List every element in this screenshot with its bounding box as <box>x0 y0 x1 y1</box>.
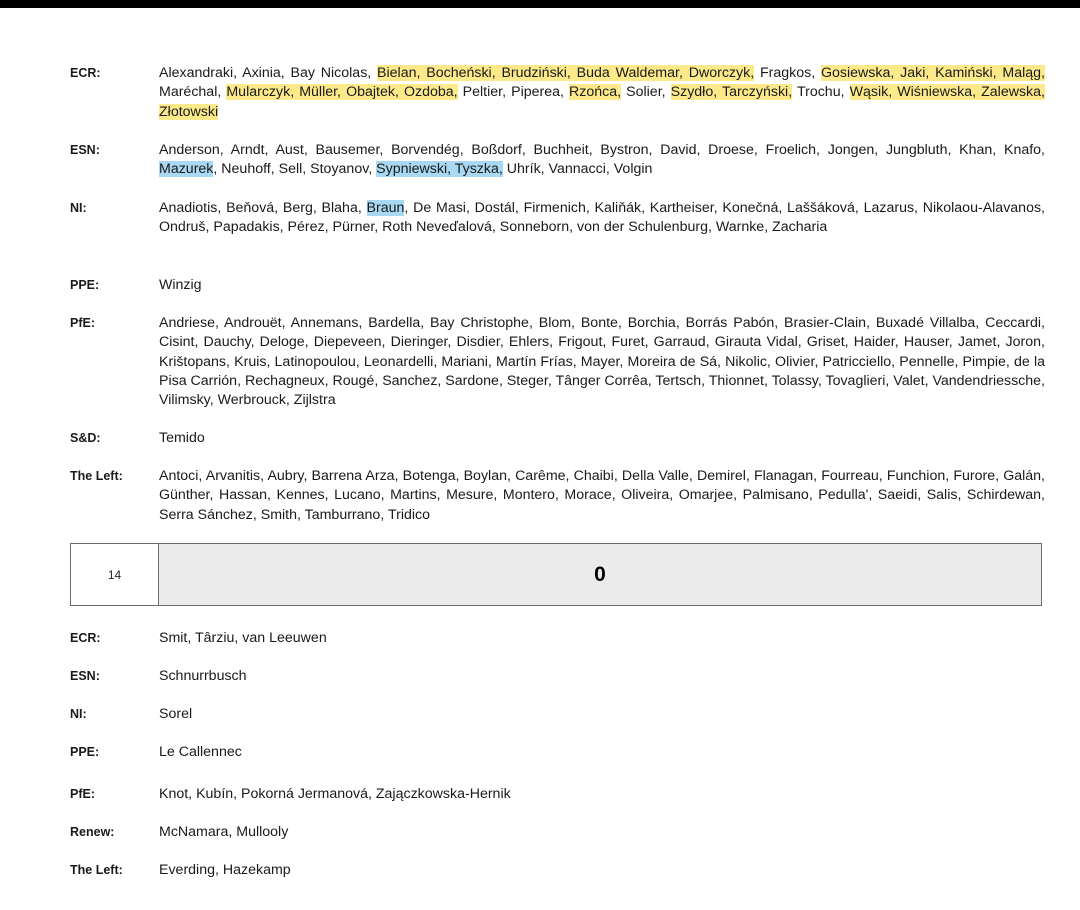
group-label: Renew: <box>70 825 115 839</box>
member-names: Uhrík, Vannacci, Volgin <box>502 161 653 178</box>
member-list: Knot, Kubín, Pokorná Jermanová, Zajączkowska-Hernik <box>159 786 511 802</box>
lower-row-ni <box>70 705 1045 724</box>
group-label: The Left: <box>70 863 123 877</box>
highlighted-names-yellow: Rzońca, <box>569 84 622 101</box>
highlighted-names-yellow: Bielan, Bocheński, Brudziński, Buda Waldemar, Dworczyk, <box>377 65 755 81</box>
member-list: Smit, Târziu, van Leeuwen <box>159 630 327 646</box>
member-names: , De Masi, Dostál, Firmenich, Kaliňák, Kartheiser, Konečná, Laššáková, Lazarus, Nikolaou-Alavanos, Ondruš, Papadakis, Pérez, Pürner, Roth Neveďalová, Sonneborn, von der Schulenburg, Warnke, Zacharia <box>159 200 1045 236</box>
vote-result-box <box>70 543 1042 606</box>
member-names: Winzig <box>159 277 202 293</box>
group-label: ECR: <box>70 631 101 645</box>
upper-row-sd <box>70 429 1045 448</box>
member-list: McNamara, Mullooly <box>159 824 289 840</box>
lower-row-ecr <box>70 629 1045 648</box>
vote-count: 14 <box>71 544 159 605</box>
highlighted-names-yellow: Gosiewska, Jaki, Kamiński, Maląg, <box>820 65 1045 81</box>
lower-row-pfe <box>70 785 1045 804</box>
vote-result-value: 0 <box>159 544 1041 605</box>
member-names: Anderson, Arndt, Aust, Bausemer, Borvendég, Boßdorf, Buchheit, Bystron, David, Droese, Froelich, Jongen, Jungbluth, Khan, Knafo, <box>159 142 1045 158</box>
member-list <box>159 276 1045 295</box>
member-list <box>159 314 1045 410</box>
lower-row-renew <box>70 823 1045 842</box>
group-label: PfE: <box>70 787 95 801</box>
group-label: NI: <box>70 707 87 721</box>
group-label: PPE: <box>70 745 100 759</box>
member-list: Everding, Hazekamp <box>159 862 291 878</box>
upper-row-ecr <box>70 64 1045 122</box>
member-list: Schnurrbusch <box>159 668 247 684</box>
upper-row-esn <box>70 141 1045 180</box>
highlighted-names-yellow: Szydło, Tarczyński, <box>670 84 793 101</box>
member-list: Sorel <box>159 706 193 722</box>
group-label: ESN: <box>70 669 100 683</box>
group-label: PPE: <box>70 278 100 292</box>
lower-row-esn <box>70 667 1045 686</box>
member-names: Anadiotis, Beňová, Berg, Blaha, <box>159 200 367 216</box>
member-names: Solier, <box>621 84 671 101</box>
member-list <box>159 199 1045 238</box>
member-names: Alexandraki, Axinia, Bay Nicolas, <box>159 65 378 81</box>
group-label: ESN: <box>70 143 100 157</box>
member-list <box>159 467 1045 525</box>
group-label: ECR: <box>70 66 101 80</box>
group-label: PfE: <box>70 316 95 330</box>
upper-row-ni <box>70 199 1045 238</box>
member-list: Le Callennec <box>159 744 242 760</box>
group-label: The Left: <box>70 469 123 483</box>
upper-row-pfe <box>70 314 1045 410</box>
top-border-bar <box>0 0 1080 8</box>
member-names: , Neuhoff, Sell, Stoyanov, <box>213 161 377 178</box>
member-names: Andriese, Androuët, Annemans, Bardella, Bay Christophe, Blom, Bonte, Borchia, Borrás Pabón, Brasier-Clain, Buxadé Villalba, Ceccardi, Cisint, Dauchy, Deloge, Diepeveen, Dieringer, Disdier, Ehlers, Frigout, Furet, Garraud, Girauta Vidal, Griset, Haider, Hauser, Jamet, Joron, Krištopans, Kruis, Latinopoulou, Leonardelli, Mariani, Martín Frías, Mayer, Moreira de Sá, Nikolic, Olivier, Patricciello, Pennelle, Pimpie, de la Pisa Carrión, Rechagneux, Rougé, Sanchez, Sardone, Steger, Tânger Corrêa, Tertsch, Thionnet, Tolassy, Tovaglieri, Valet, Vandendriessche, Vilimsky, Werbrouck, Zijlstra <box>159 315 1045 409</box>
member-list <box>159 141 1045 180</box>
highlighted-names-blue: Braun <box>366 200 405 216</box>
highlighted-names-yellow: Mularczyk, Müller, Obajtek, Ozdoba, <box>226 84 458 101</box>
lower-row-ppe <box>70 743 1045 762</box>
member-names: Antoci, Arvanitis, Aubry, Barrena Arza, Botenga, Boylan, Carême, Chaibi, Della Valle, Demirel, Flanagan, Fourreau, Funchion, Furore, Galán, Günther, Hassan, Kennes, Lucano, Martins, Mesure, Montero, Morace, Oliveira, Omarjee, Palmisano, Pedulla', Saeidi, Salis, Schirdewan, Serra Sánchez, Smith, Tamburrano, Tridico <box>159 468 1045 523</box>
member-names: Trochu, <box>792 84 850 101</box>
highlighted-names-yellow: Wąsik, Wiśniewska, Zalewska, Złotowski <box>159 84 1045 120</box>
member-list <box>159 64 1045 122</box>
member-names: Maréchal, <box>159 84 227 101</box>
member-names: Peltier, Piperea, <box>457 84 570 101</box>
member-names: Fragkos, <box>754 65 821 81</box>
lower-row-the-left <box>70 861 1045 880</box>
upper-row-the-left <box>70 467 1045 525</box>
highlighted-names-blue: Mazurek <box>159 161 214 178</box>
group-label: S&D: <box>70 431 101 445</box>
member-list <box>159 429 1045 448</box>
group-label: NI: <box>70 201 87 215</box>
upper-row-ppe <box>70 276 1045 295</box>
member-names: Temido <box>159 430 205 446</box>
highlighted-names-blue: Sypniewski, Tyszka, <box>376 161 503 178</box>
